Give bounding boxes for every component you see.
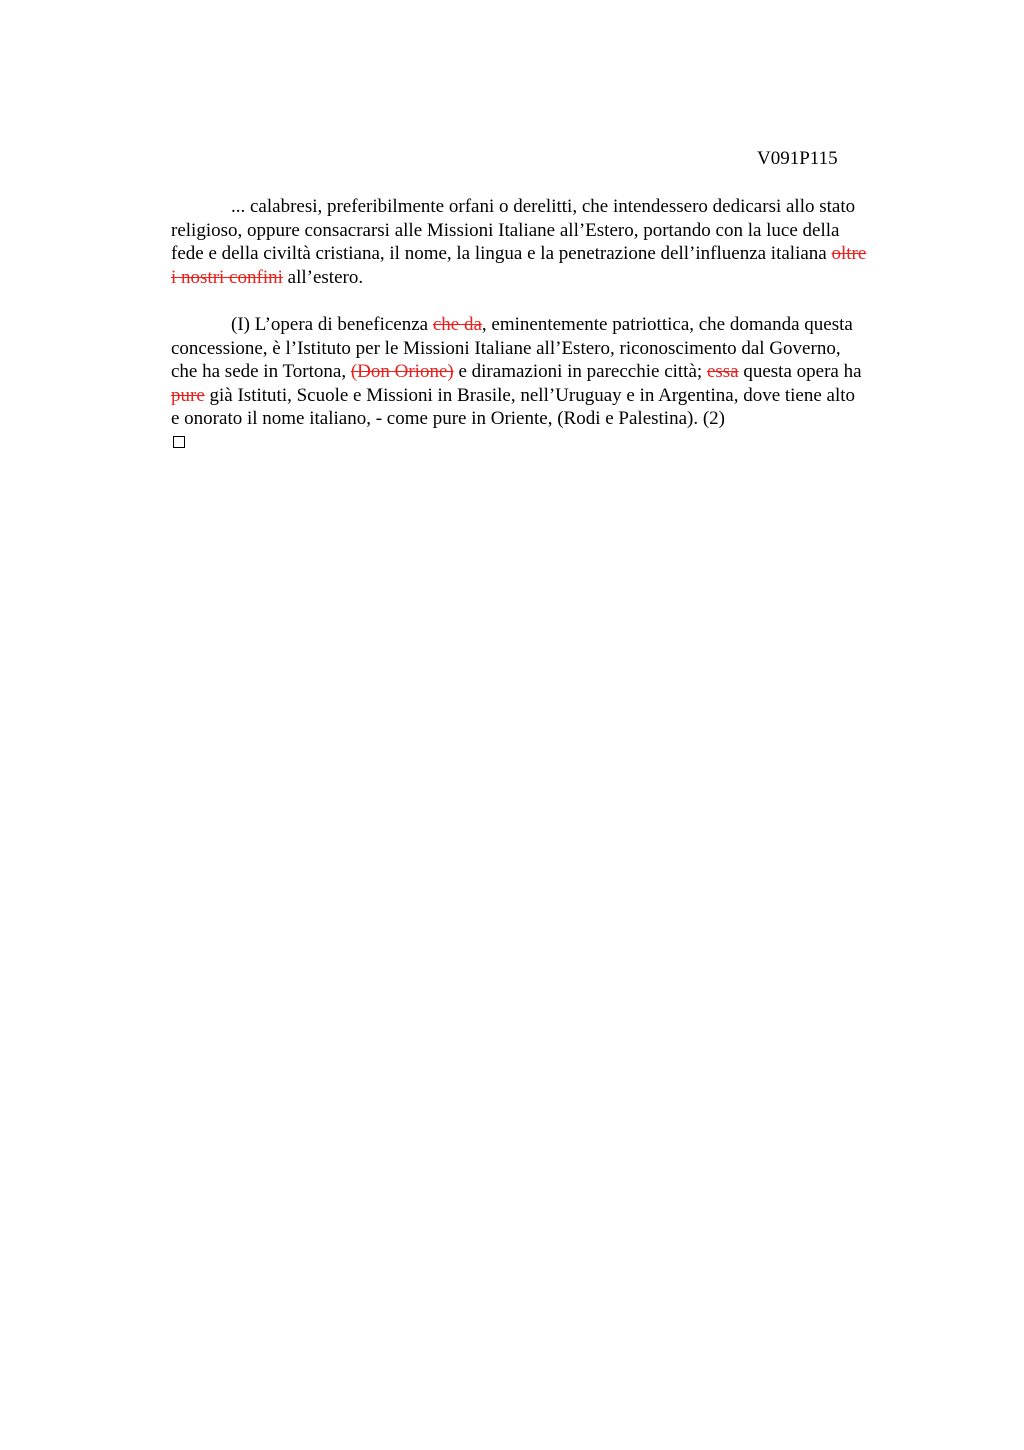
text-run: concessione, è l’Istituto per le Missioni Italiane all’Estero, riconoscimento dal Governo, — [171, 337, 841, 359]
text-run: (I) L’opera di beneficenza — [231, 314, 433, 335]
text-run: ... calabresi, preferibilmente orfani o derelitti, che intendessero dedicarsi allo stato — [231, 196, 856, 217]
deleted-text: i nostri confini — [171, 266, 283, 288]
text-run: , eminentemente patriottica, che domanda questa — [481, 314, 853, 335]
text-run: che ha sede in Tortona, — [171, 361, 351, 382]
paragraph-2-line-4 — [171, 384, 931, 408]
paragraph-1-line-4 — [171, 266, 931, 290]
text-run: e onorato il nome italiano, - come pure in Oriente, (Rodi e Palestina). (2) — [171, 408, 725, 429]
text-run: all’estero. — [282, 266, 364, 288]
deleted-text: oltre — [831, 243, 867, 264]
deleted-text: pure — [171, 384, 205, 406]
page-id: V091P115 — [757, 148, 838, 169]
paragraph-1 — [171, 195, 931, 289]
text-run: religioso, oppure consacrarsi alle Missioni Italiane all’Estero, portando con la luce della — [171, 219, 840, 241]
paragraph-1-line-2 — [171, 219, 931, 243]
paragraph-2-line-2 — [171, 337, 931, 361]
paragraph-2-line-1 — [171, 313, 931, 337]
paragraph-1-line-1 — [171, 195, 931, 219]
text-run: già Istituti, Scuole e Missioni in Brasile, nell’Uruguay e in Argentina, dove tiene alto — [204, 384, 856, 406]
paragraph-2-line-3 — [171, 360, 931, 384]
empty-checkbox-icon — [173, 436, 185, 448]
text-run: questa opera ha — [738, 361, 862, 382]
text-run: e diramazioni in parecchie città; — [453, 361, 707, 382]
deleted-text: essa — [706, 361, 739, 382]
paragraph-2-line-5 — [171, 407, 931, 431]
paragraph-2 — [171, 313, 931, 431]
deleted-text: che da — [432, 314, 482, 335]
paragraph-1-line-3 — [171, 242, 931, 266]
deleted-text: (Don Orione) — [350, 361, 454, 382]
text-run: fede e della civiltà cristiana, il nome, la lingua e la penetrazione dell’influenza italiana — [171, 243, 832, 264]
